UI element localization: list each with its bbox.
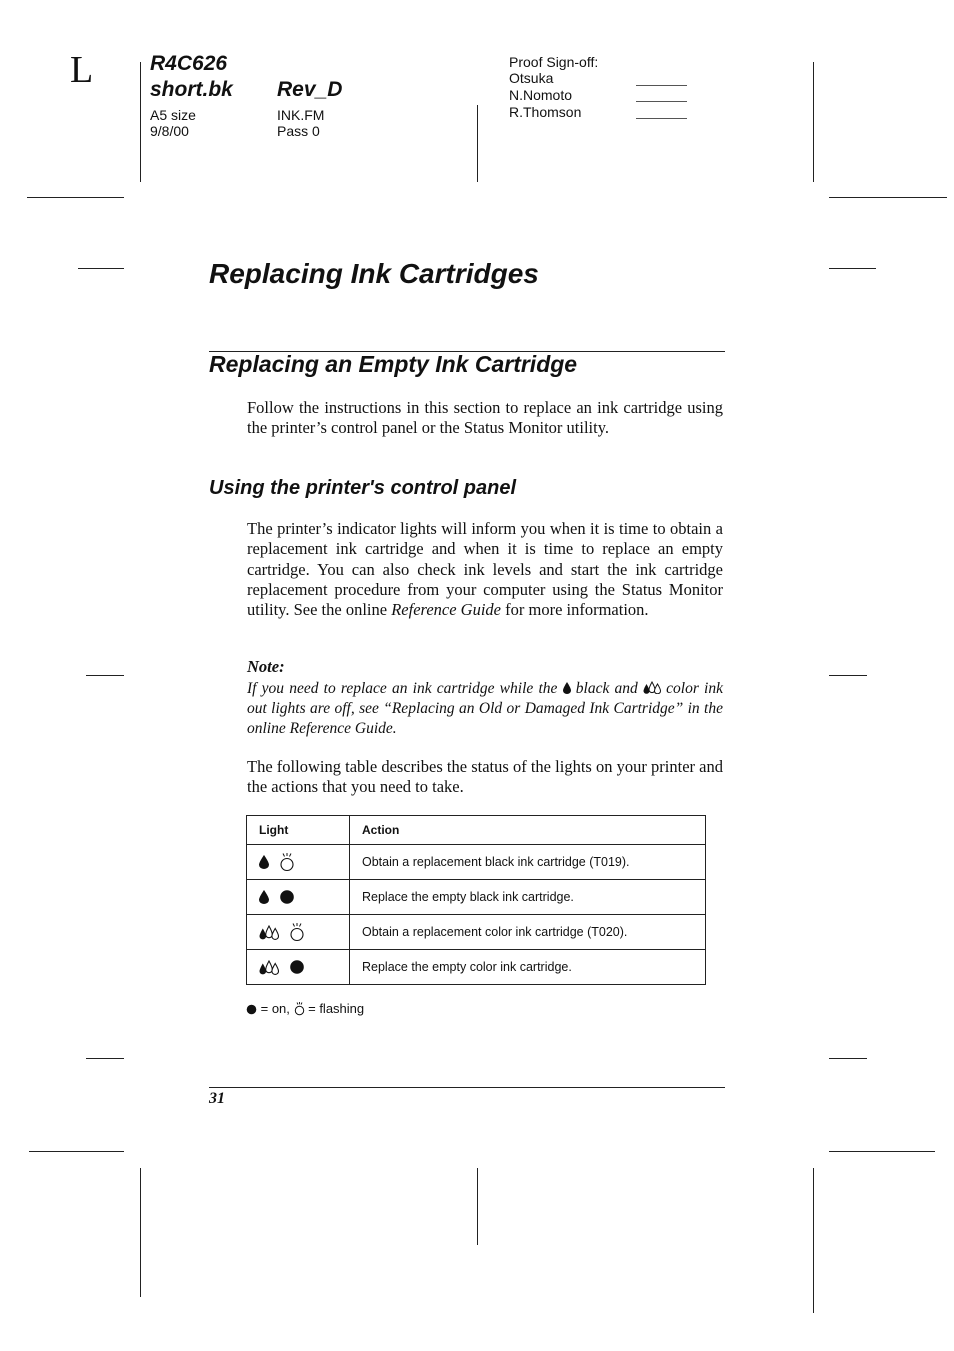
action-cell: Obtain a replacement color ink cartridge (T020). xyxy=(350,915,706,950)
crop-mark xyxy=(86,675,124,676)
note-label: Note: xyxy=(247,657,285,676)
action-cell: Replace the empty black ink cartridge. xyxy=(350,880,706,915)
color-ink-drops-icon xyxy=(259,960,279,975)
table-intro: The following table describes the status of the lights on your printer and the actions that you need to take. xyxy=(247,757,723,797)
page-title: Replacing Ink Cartridges xyxy=(209,258,539,289)
note-text-part: color ink out lights are off, see “Replacing an Old or Damaged Ink Cartridge” in the online Reference Guide. xyxy=(247,680,723,737)
table-header-row xyxy=(247,816,706,845)
table-legend xyxy=(246,1000,364,1018)
black-ink-drop-icon xyxy=(259,890,269,904)
crop-mark xyxy=(27,197,124,198)
paper-size: A5 size xyxy=(150,107,196,123)
light-flashing-icon xyxy=(279,853,295,872)
crop-mark xyxy=(78,268,124,269)
proof-name-2: N.Nomoto xyxy=(509,87,573,103)
subsection-heading: Using the printer's control panel xyxy=(209,477,517,499)
pass: Pass 0 xyxy=(277,123,320,139)
book-name: short.bk xyxy=(150,78,233,101)
light-on-icon xyxy=(279,889,295,905)
black-ink-drop-icon xyxy=(259,855,269,869)
crop-mark xyxy=(813,62,814,182)
crop-mark xyxy=(829,197,947,198)
legend-flashing-text: = flashing xyxy=(304,1001,365,1016)
model-code: R4C626 xyxy=(150,52,228,75)
table-row xyxy=(247,845,706,880)
table-row xyxy=(247,915,706,950)
column-header-action: Action xyxy=(350,816,706,845)
section-heading: Replacing an Empty Ink Cartridge xyxy=(209,351,578,377)
reference-guide-link: Reference Guide xyxy=(391,600,501,620)
light-flashing-icon xyxy=(289,923,305,942)
crop-mark xyxy=(140,1168,141,1297)
proof-name-1: Otsuka xyxy=(509,70,554,86)
light-on-icon xyxy=(246,1004,257,1015)
signoff-line xyxy=(636,85,687,86)
proof-name-3: R.Thomson xyxy=(509,104,582,120)
page-number: 31 xyxy=(209,1090,225,1107)
light-on-icon xyxy=(289,959,305,975)
crop-mark xyxy=(813,1168,814,1313)
action-cell: Replace the empty color ink cartridge. xyxy=(350,950,706,985)
crop-mark xyxy=(477,1168,478,1245)
crop-mark xyxy=(829,675,867,676)
footer-rule xyxy=(209,1087,725,1088)
note-text-part: If you need to replace an ink cartridge while the xyxy=(247,680,563,697)
file-name: INK.FM xyxy=(277,107,325,123)
color-ink-drops-icon xyxy=(259,925,279,940)
crop-mark xyxy=(29,1151,124,1152)
legend-on-text: = on, xyxy=(257,1001,294,1016)
table-row xyxy=(247,950,706,985)
light-cell xyxy=(247,880,350,915)
crop-mark xyxy=(829,268,876,269)
crop-mark xyxy=(86,1058,124,1059)
light-cell xyxy=(247,845,350,880)
table-row xyxy=(247,880,706,915)
light-cell xyxy=(247,950,350,985)
lights-table xyxy=(246,815,706,985)
corner-letter: L xyxy=(70,49,94,91)
signoff-line xyxy=(636,118,687,119)
subsection-paragraph xyxy=(247,519,723,620)
column-header-light: Light xyxy=(247,816,350,845)
note-text xyxy=(247,679,723,739)
light-flashing-icon xyxy=(294,1002,305,1016)
revision: Rev_D xyxy=(277,78,343,101)
crop-mark xyxy=(829,1058,867,1059)
crop-mark xyxy=(140,62,141,182)
signoff-line xyxy=(636,101,687,102)
proof-signoff-title: Proof Sign-off: xyxy=(509,54,599,70)
section-paragraph: Follow the instructions in this section to replace an ink cartridge using the printer’s control panel or the Status Monitor utility. xyxy=(247,398,723,438)
black-ink-drop-icon xyxy=(563,682,571,694)
note-text-part: black and xyxy=(570,680,643,697)
light-cell xyxy=(247,915,350,950)
paragraph-text: for more information. xyxy=(501,600,649,620)
crop-mark xyxy=(829,1151,935,1152)
action-cell: Obtain a replacement black ink cartridge (T019). xyxy=(350,845,706,880)
crop-mark xyxy=(477,105,478,182)
color-ink-drops-icon xyxy=(643,681,661,694)
paragraph-text: The printer’s indicator lights will inform you when it is time to obtain a replacement ink cartridge and when it is time to replace an empty cartridge. You can also check ink levels and start the ink cartridge replacement procedure from your computer using the Status Monitor utility. See the online xyxy=(247,519,723,620)
date: 9/8/00 xyxy=(150,123,189,139)
